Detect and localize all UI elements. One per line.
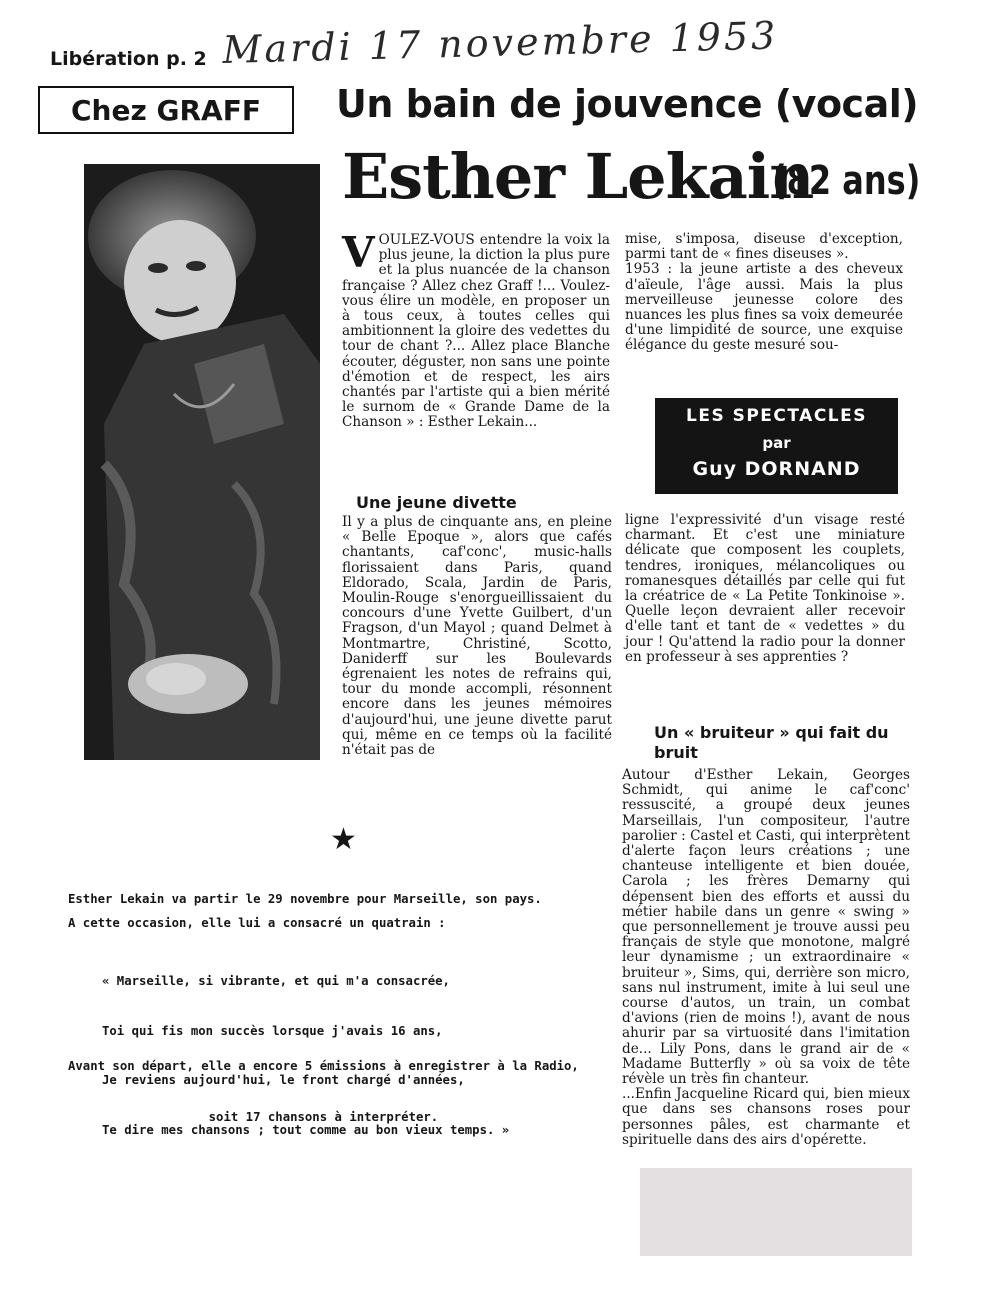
drop-cap: V [342, 228, 375, 277]
quatrain-line: Te dire mes chansons ; tout comme au bon vieux temps. » [102, 1122, 510, 1137]
quatrain-line: « Marseille, si vibrante, et qui m'a consacrée, [102, 974, 450, 988]
article-paragraph-bruiteur: Autour d'Esther Lekain, Georges Schmidt, qui anime le caf'conc' ressuscité, a groupé deux jeunes Marseillais, l'un compositeur, l'autre parolier : Castel et Casti, qui interprètent d'alerte façon leurs créations ; une chanteuse intelligente et bien douée, Carola ; les frères Demarny qui dépensent bien des efforts et aussi du métier habile dans un genre « swing » que personnellement je trouve aussi peu français de style que monotone, malgré leur dynamisme ; un extraordinaire « bruiteur », Sims, qui, derrière son micro, sans nul instrument, imite à lui seul une course d'autos, un train, un combat d'avions (rien de moins !), avant de nous ahurir par sa virtuosité dans l'imitation de... Lily Pons, dans le grand air de « Madame Butterfly » où sa voix de tête révèle un très fin chanteur. [622, 767, 910, 1088]
article-column-1-continued [342, 515, 612, 758]
byline-par: par [762, 434, 791, 452]
title-name: Esther Lekain [342, 140, 814, 213]
quatrain-line: Je reviens aujourd'hui, le front chargé d'années, [102, 1073, 465, 1087]
article-paragraph-intro: OULEZ-VOUS entendre la voix la plus jeune, la diction la plus pure et la plus nuancée de la chanson française ? Allez chez Graff !... Voulez-vous élire un modèle, en proposer un à tous ceux, à toutes celles qui ambitionnent la gloire des vedettes du tour de chant ?... Allez place Blanche écouter, déguster, non sans une pointe d'émotion et de respect, les airs chantés par l'artiste qui a bien mérité le surnom de « Grande Dame de la Chanson » : Esther Lekain... [342, 232, 610, 431]
subhead-jeune-divette: Une jeune divette [356, 493, 517, 512]
article-column-3 [622, 768, 910, 1148]
byline-section: LES SPECTACLES [686, 406, 867, 426]
notice-closing [68, 1024, 579, 1143]
rubric-label: Chez GRAFF [71, 93, 261, 127]
notice-line-quatrain-intro: A cette occasion, elle lui a consacré un quatrain : [68, 916, 446, 930]
quatrain-line: Toi qui fis mon succès lorsque j'avais 16 ans, [102, 1023, 443, 1038]
rubric-box [38, 86, 294, 134]
headline: Un bain de jouvence (vocal) [336, 82, 919, 126]
portrait-illustration [84, 164, 320, 760]
title-age: (82 ans) [772, 158, 921, 204]
byline-box [655, 398, 898, 494]
notice-line-radio: Avant son départ, elle a encore 5 émissions à enregistrer à la Radio, [68, 1059, 579, 1073]
article-paragraph-ricard: ...Enfin Jacqueline Ricard qui, bien mieux que dans ses chansons roses pour personnes pâles, est charmante et spirituelle dans des airs d'opérette. [622, 1086, 910, 1148]
notice-line-songs: soit 17 chansons à interpréter. [208, 1110, 439, 1124]
handwritten-date: Mardi 17 novembre 1953 [222, 13, 779, 72]
article-paragraph-history: Il y a plus de cinquante ans, en pleine « Belle Epoque », alors que cafés chantants, caf'conc', music-halls florissaient dans Paris, quand Eldorado, Scala, Jardin de Paris, Moulin-Rouge s'enorgueillissaient du concours d'une Yvette Guilbert, d'un Fragson, d'un Mayol ; quand Delmet à Montmartre, Christiné, Scotto, Daniderff sur les Boulevards égrenaient les notes de refrains qui, tour du monde accompli, résonnent encore dans les jeunes mémoires d'aujourd'hui, une jeune divette parut qui, même en ce temps où la facilité n'était pas de [342, 514, 612, 759]
byline-author: Guy DORNAND [692, 458, 861, 480]
subhead-bruiteur: Un « bruiteur » qui fait du bruit [654, 723, 889, 762]
article-paragraph-exception: mise, s'imposa, diseuse d'exception, parmi tant de « fines diseuses ». [625, 231, 903, 263]
article-column-1 [342, 228, 610, 431]
article-paragraph-miniature: ligne l'expressivité d'un visage resté charmant. Et c'est une miniature délicate que composent les couplets, tendres, ironiques, mélancoliques ou romanesques détaillés par celle qui fut la créatrice de « La Petite Tonkinoise ». Quelle leçon devraient aller recevoir d'elle tant et tant de « vedettes » du jour ! Qu'attend la radio pour la donner en professeur à ses apprenties ? [625, 512, 905, 665]
article-paragraph-1953: 1953 : la jeune artiste a des cheveux d'aïeule, l'âge aussi. Mais la plus merveilleuse jeunesse colore des nuances les plus fines sa voix demeurée d'une limpidité de source, une exquise élégance du geste mesuré sou- [625, 261, 903, 354]
portrait-photo [84, 164, 320, 760]
article-column-2 [625, 232, 903, 354]
newspaper-source: Libération p. 2 [50, 48, 207, 70]
shaded-paragraph-background [640, 1168, 912, 1256]
separator-star-icon: ★ [330, 822, 357, 857]
notice-line-departure: Esther Lekain va partir le 29 novembre pour Marseille, son pays. [68, 892, 542, 906]
article-column-2-continued [625, 513, 905, 665]
